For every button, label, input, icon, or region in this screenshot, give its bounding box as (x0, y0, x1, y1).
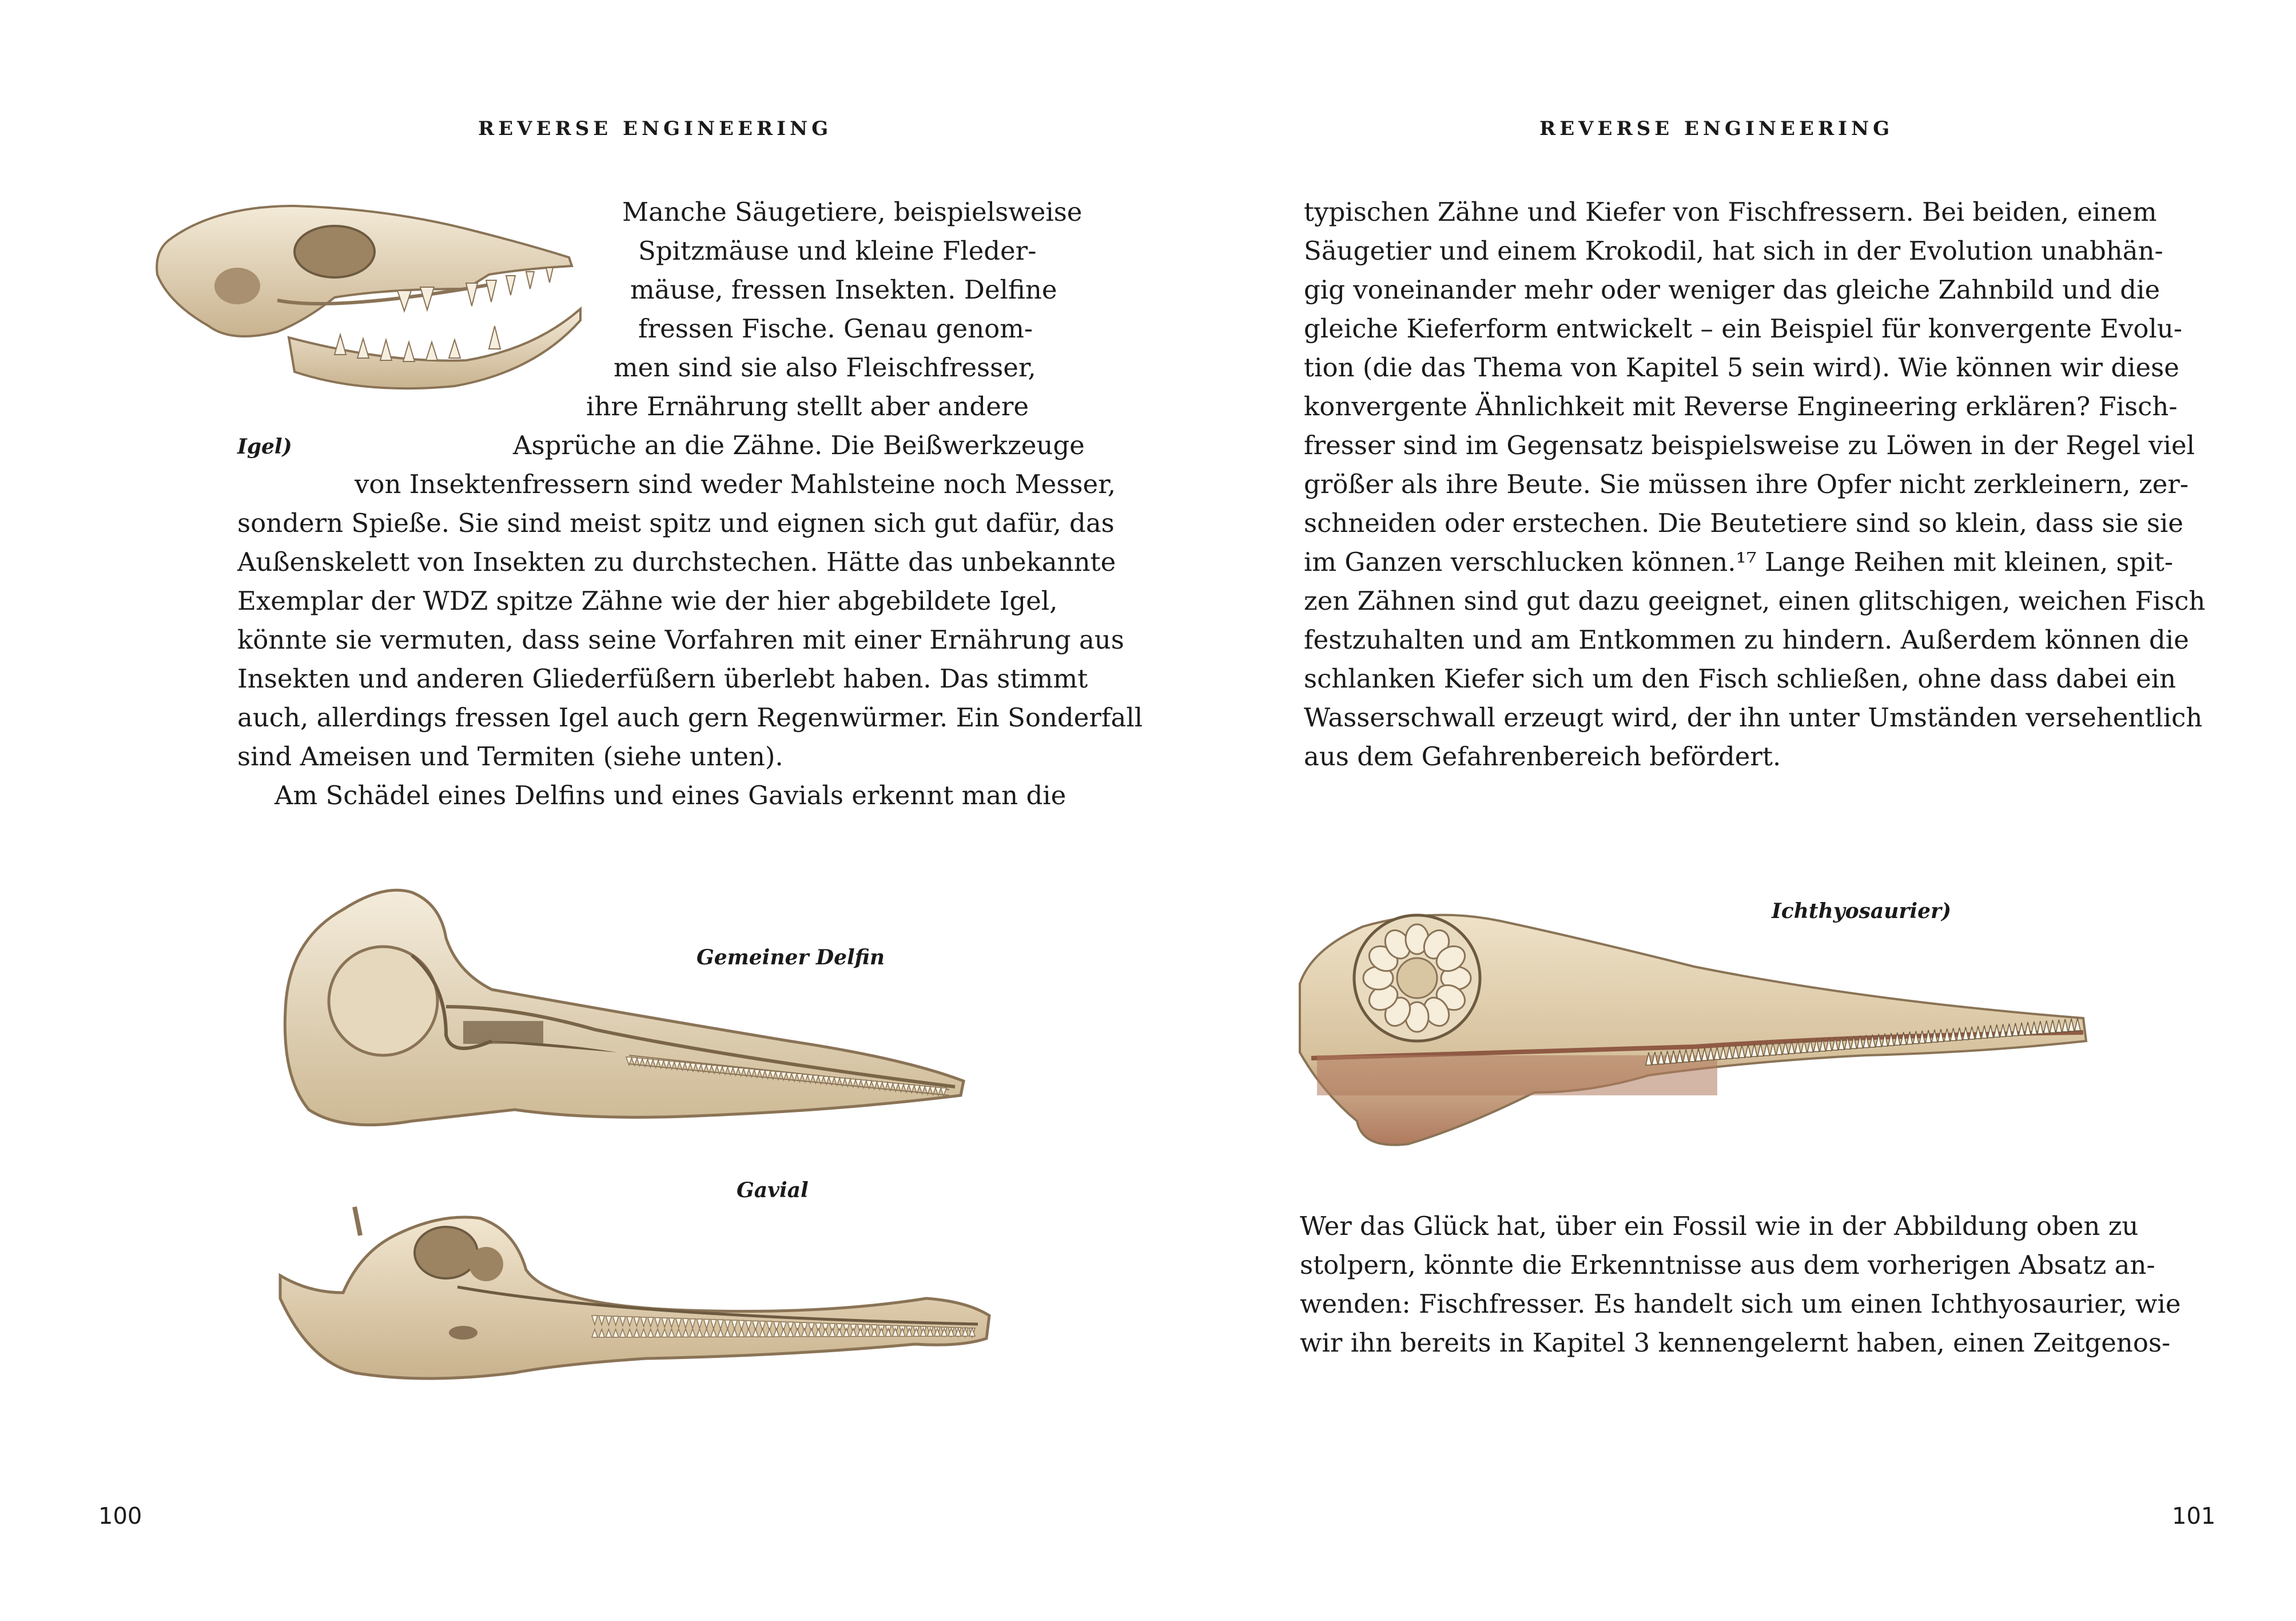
hedgehog-skull-figure (146, 189, 603, 418)
text-line: Wer das Glück hat, über ein Fossil wie in der Abbildung oben zu (1300, 1211, 2139, 1241)
text-line: konvergente Ähnlichkeit mit Reverse Engineering erklären? Fisch- (1304, 391, 2178, 422)
text-line: größer als ihre Beute. Sie müssen ihre Opfer nicht zerkleinern, zer- (1304, 469, 2189, 499)
text-line: Insekten und anderen Gliederfüßern überlebt haben. Das stimmt (237, 664, 1088, 694)
text-line: könnte sie vermuten, dass seine Vorfahren mit einer Ernährung aus (237, 625, 1124, 655)
text-line: schlanken Kiefer sich um den Fisch schließen, ohne dass dabei ein (1304, 664, 2176, 694)
text-line: zen Zähnen sind gut dazu geeignet, einen glitschigen, weichen Fisch (1304, 586, 2206, 616)
text-line: Am Schädel eines Delfins und eines Gavials erkennt man die (274, 780, 1067, 810)
caption-dolphin: Gemeiner Delfin (697, 945, 885, 970)
right-page (1148, 0, 2296, 1621)
caption-gavial: Gavial (737, 1178, 809, 1202)
text-line: im Ganzen verschlucken können.¹⁷ Lange Reihen mit kleinen, spit- (1304, 547, 2174, 577)
text-line: Asprüche an die Zähne. Die Beißwerkzeuge (513, 430, 1085, 460)
text-line: fressen Fische. Genau genom- (638, 313, 1033, 344)
text-line: Spitzmäuse und kleine Fleder- (638, 236, 1037, 266)
text-line: tion (die das Thema von Kapitel 5 sein wird). Wie können wir diese (1304, 352, 2179, 383)
dolphin-skull-figure (274, 869, 984, 1138)
text-line: sondern Spieße. Sie sind meist spitz und eignen sich gut dafür, das (237, 508, 1115, 538)
text-line: festzuhalten und am Entkommen zu hindern. Außerdem können die (1304, 625, 2189, 655)
running-head-right: REVERSE ENGINEERING (1539, 117, 1894, 140)
gavial-skull-figure (274, 1201, 995, 1396)
text-line: mäuse, fressen Insekten. Delfine (630, 275, 1057, 305)
caption-hedgehog: Igel) (237, 435, 292, 459)
text-line: men sind sie also Fleischfresser, (614, 352, 1036, 383)
running-head-left: REVERSE ENGINEERING (478, 117, 833, 140)
page-number-left: 100 (98, 1503, 142, 1529)
text-line: typischen Zähne und Kiefer von Fischfressern. Bei beiden, einem (1304, 197, 2157, 227)
text-line: Außenskelett von Insekten zu durchstechen. Hätte das unbekannte (237, 547, 1116, 577)
page-number-right: 101 (2172, 1503, 2216, 1529)
caption-ichthyosaur: Ichthyosaurier) (1772, 899, 1951, 923)
text-line: gleiche Kieferform entwickelt – ein Beispiel für konvergente Evolu- (1304, 313, 2183, 344)
text-line: aus dem Gefahrenbereich befördert. (1304, 741, 1781, 772)
text-line: fresser sind im Gegensatz beispielsweise zu Löwen in der Regel viel (1304, 430, 2195, 460)
text-line: ihre Ernährung stellt aber andere (586, 391, 1029, 422)
text-line: von Insektenfressern sind weder Mahlsteine noch Messer, (355, 469, 1116, 499)
text-line: wenden: Fischfresser. Es handelt sich um einen Ichthyosaurier, wie (1300, 1289, 2181, 1319)
text-line: Exemplar der WDZ spitze Zähne wie der hier abgebildete Igel, (237, 586, 1058, 616)
text-line: wir ihn bereits in Kapitel 3 kennengelernt haben, einen Zeitgenos- (1300, 1328, 2171, 1358)
text-line: Manche Säugetiere, beispielsweise (622, 197, 1083, 227)
text-line: Wasserschwall erzeugt wird, der ihn unter Umständen versehentlich (1304, 702, 2203, 733)
text-line: schneiden oder erstechen. Die Beutetiere sind so klein, dass sie sie (1304, 508, 2184, 538)
text-line: gig voneinander mehr oder weniger das gleiche Zahnbild und die (1304, 275, 2160, 305)
text-line: Säugetier und einem Krokodil, hat sich in der Evolution unabhän- (1304, 236, 2163, 266)
text-line: stolpern, könnte die Erkenntnisse aus dem vorherigen Absatz an- (1300, 1250, 2155, 1280)
text-line: sind Ameisen und Termiten (siehe unten). (237, 741, 783, 772)
ichthyosaur-skull-figure (1294, 904, 2095, 1155)
text-line: auch, allerdings fressen Igel auch gern Regenwürmer. Ein Sonderfall (237, 702, 1143, 733)
